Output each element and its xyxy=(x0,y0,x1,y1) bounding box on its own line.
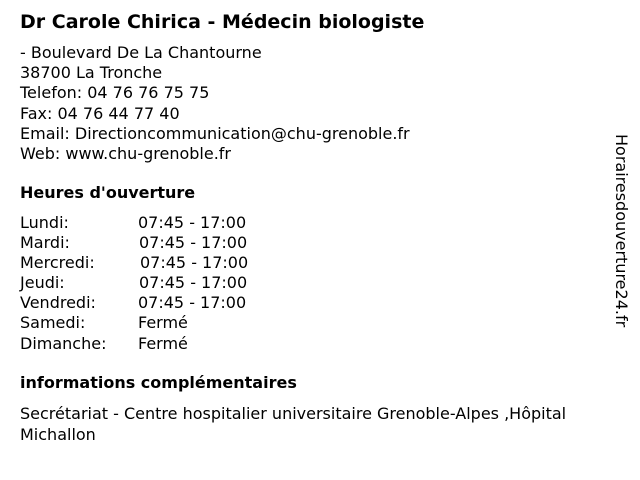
day-label: Samedi: xyxy=(20,313,86,333)
fax-number: Fax: 04 76 44 77 40 xyxy=(20,103,180,123)
address-street: - Boulevard De La Chantourne xyxy=(20,43,262,62)
day-label: Lundi: xyxy=(20,213,69,232)
time-value: Fermé xyxy=(138,313,188,333)
day-label: Mardi: xyxy=(20,233,70,253)
time-value: 07:45 - 17:00 xyxy=(139,273,248,293)
hours-heading: Heures d'ouverture xyxy=(20,183,196,202)
time-value: 07:45 - 17:00 xyxy=(138,213,247,232)
time-value: 07:45 - 17:00 xyxy=(139,233,248,253)
page-title: Dr Carole Chirica - Médecin biologiste xyxy=(20,11,425,33)
time-value: 07:45 - 17:00 xyxy=(138,293,247,313)
watermark-text: Horairesdouverture24.fr xyxy=(612,134,631,328)
time-value: 07:45 - 17:00 xyxy=(140,253,249,273)
address-city: 38700 La Tronche xyxy=(20,63,163,83)
day-label: Dimanche: xyxy=(20,333,107,353)
day-label: Vendredi: xyxy=(20,293,96,313)
website: Web: www.chu-grenoble.fr xyxy=(20,144,231,164)
day-label: Jeudi: xyxy=(20,273,65,293)
email-address: Email: Directioncommunication@chu-grenoble.fr xyxy=(20,123,410,143)
info-heading: informations complémentaires xyxy=(20,373,297,392)
info-text: Secrétariat - Centre hospitalier universitaire Grenoble-Alpes ,Hôpital Michallon xyxy=(20,404,567,444)
contact-block xyxy=(20,43,410,164)
phone-number: Telefon: 04 76 76 75 75 xyxy=(20,83,210,103)
day-label: Mercredi: xyxy=(20,253,95,273)
time-value: Fermé xyxy=(138,333,188,353)
watermark xyxy=(610,134,632,374)
